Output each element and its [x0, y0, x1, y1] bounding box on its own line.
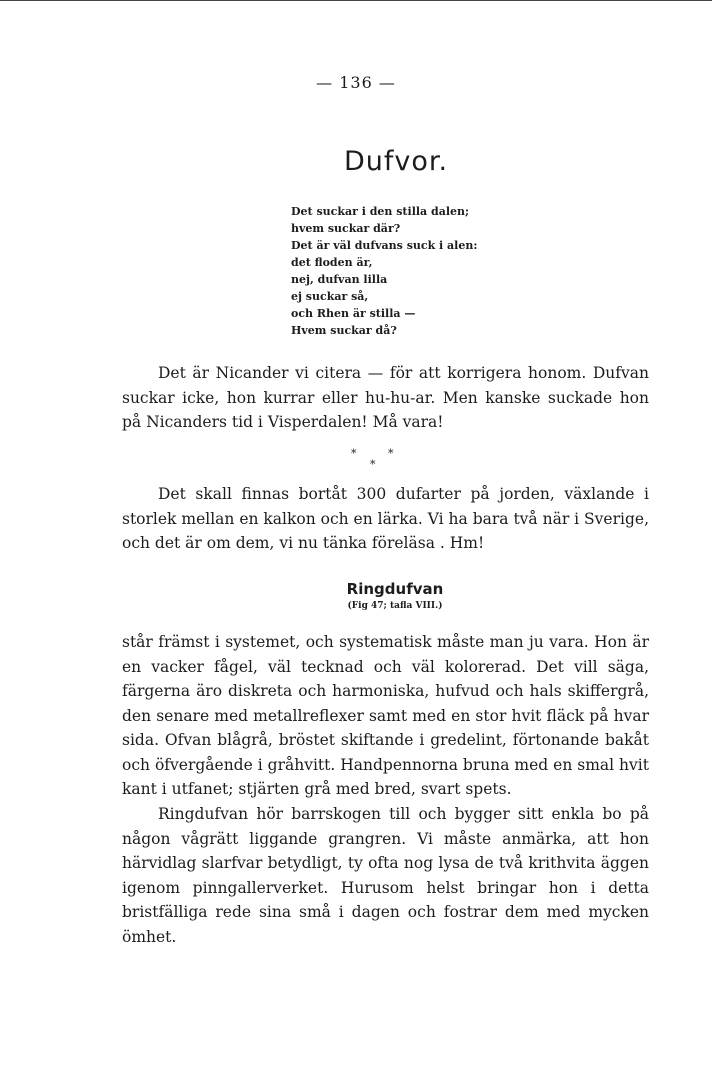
poem-line: det floden är,: [291, 256, 373, 269]
separator-star: *: [351, 447, 357, 460]
section-separator: [0, 447, 712, 471]
section-heading: Ringdufvan: [346, 580, 444, 598]
poem-line: Det suckar i den stilla dalen;: [291, 205, 470, 218]
poem-line: hvem suckar där?: [291, 222, 401, 235]
separator-star: *: [388, 447, 394, 460]
paragraph-intro: Det är Nicander vi citera — för att korrigera honom. Dufvan suckar icke, hon kurrar eller hu-hu-ar. Men kanske suckade hon på Nicanders tid i Visperdalen! Må vara!: [122, 364, 649, 431]
poem-line: nej, dufvan lilla: [291, 273, 388, 286]
poem-line: ej suckar så,: [291, 290, 369, 303]
poem-block: [291, 203, 571, 339]
separator-star: *: [370, 458, 376, 471]
figure-reference: (Fig 47; tafla VIII.): [347, 601, 443, 611]
page-number: — 136 —: [316, 73, 396, 92]
paragraph-description: står främst i systemet, och systematisk måste man ju vara. Hon är en vacker fågel, väl tecknad och väl kolorerad. Det vill säga, färgerna äro diskreta och harmoniska, hufvud och hals skiffergrå, den senare med metallreflexer samt med en stor hvit fläck på hvar sida. Ofvan blågrå, bröstet skiftande i gredelint, förtonande bakåt och öfvergående i gråhvitt. Handpennorna bruna med en smal hvit kant i utfanet; stjärten grå med bred, svart spets.: [122, 633, 649, 798]
poem-line: Det är väl dufvans suck i alen:: [291, 239, 478, 252]
poem-line: Hvem suckar då?: [291, 324, 397, 337]
paragraph-species: Det skall finnas bortåt 300 dufarter på jorden, växlande i storlek mellan en kalkon och en lärka. Vi ha bara två när i Sverige, och det är om dem, vi nu tänka föreläsa . Hm!: [122, 485, 649, 552]
chapter-title: Dufvor.: [343, 146, 449, 177]
paragraph-nesting: Ringdufvan hör barrskogen till och bygger sitt enkla bo på någon vågrätt liggande grangren. Vi måste anmärka, att hon härvidlag slarfvar betydligt, ty ofta nog lysa de två krithvita äggen igenom pinngallerverket. Hurusom helst bringar hon i detta bristfälliga rede sina små i dagen och fostrar dem med mycken ömhet.: [122, 805, 649, 946]
poem-line: och Rhen är stilla —: [291, 307, 416, 320]
top-border: [0, 0, 712, 1]
